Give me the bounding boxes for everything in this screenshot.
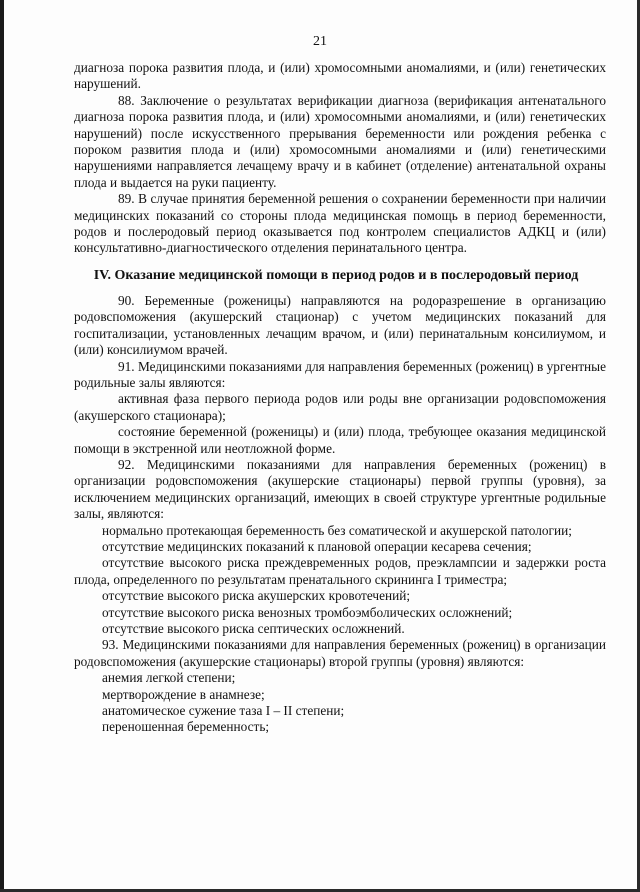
list-item: отсутствие высокого риска преждевременных родов, преэклампсии и задержки роста плода, определенного по результатам пренатального скрининга I триместра;: [74, 555, 606, 587]
spacer: [74, 257, 606, 267]
section-heading: IV. Оказание медицинской помощи в период родов и в послеродовый период: [93, 267, 579, 283]
list-item: состояние беременной (роженицы) и (или) плода, требующее оказания медицинской помощи в экстренной или неотложной форме.: [74, 424, 606, 456]
scan-edge-left: [0, 0, 4, 892]
list-item: отсутствие медицинских показаний к плановой операции кесарева сечения;: [102, 538, 532, 554]
list-item: анемия легкой степени;: [102, 670, 236, 686]
list-item: анатомическое сужение таза I – II степени;: [102, 703, 345, 719]
paragraph-90: 90. Беременные (роженицы) направляются на родоразрешение в организацию родовспоможения (акушерский стационар) с учетом медицинских показаний для госпитализации, установленных лечащим врачом, и (или) перинатальным консилиумом, и (или) консилиумом врачей.: [74, 292, 606, 358]
paragraph-89: 89. В случае принятия беременной решения о сохранении беременности при наличии медицинских показаний со стороны плода медицинская помощь в период беременности, родов и послеродовый период оказывается под контролем специалистов АДКЦ и (или) консультативно-диагностического отделения перинатального центра.: [74, 191, 606, 256]
list-item: отсутствие высокого риска акушерских кровотечений;: [102, 588, 411, 604]
list-item: отсутствие высокого риска септических осложнений.: [102, 621, 405, 636]
paragraph-88: 88. Заключение о результатах верификации диагноза (верификация антенатального диагноза порока развития плода, и (или) хромосомными аномалиями, и (или) генетических нарушений) после искусственного прерывания беременности или рождения ребенка с пороком развития плода и (или) хромосомными аномалиями и (или) генетическими нарушениями направляется лечащему врачу и в кабинет (отделение) антенатальной охраны плода и выдается на руки пациенту.: [74, 92, 606, 190]
list-item: отсутствие высокого риска венозных тромбоэмболических осложнений;: [102, 604, 513, 620]
list-item: нормально протекающая беременность без соматической и акушерской патологии;: [102, 522, 572, 538]
list-item: активная фаза первого периода родов или роды вне организации родовспоможения (акушерского стационара);: [74, 391, 606, 423]
list-item: мертворождение в анамнезе;: [102, 686, 265, 702]
paragraph-93: 93. Медицинскими показаниями для направления беременных (рожениц) в организации родовспоможения (акушерские стационары) второй группы (уровня) являются:: [74, 637, 606, 669]
paragraph-92: 92. Медицинскими показаниями для направления беременных (рожениц) в организации родовспоможения (акушерские стационары) первой группы (уровня), за исключением медицинских организаций, имеющих в своей структуре ургентные родильные залы, являются:: [74, 456, 606, 522]
list-item: переношенная беременность;: [102, 719, 270, 735]
spacer: [74, 285, 606, 293]
document-body: [74, 60, 606, 736]
paragraph-continuation: диагноза порока развития плода, и (или) хромосомными аномалиями, и (или) генетических нарушений.: [74, 60, 606, 92]
paragraph-91: 91. Медицинскими показаниями для направления беременных (рожениц) в ургентные родильные залы являются:: [74, 358, 606, 390]
page-number: 21: [313, 34, 327, 49]
